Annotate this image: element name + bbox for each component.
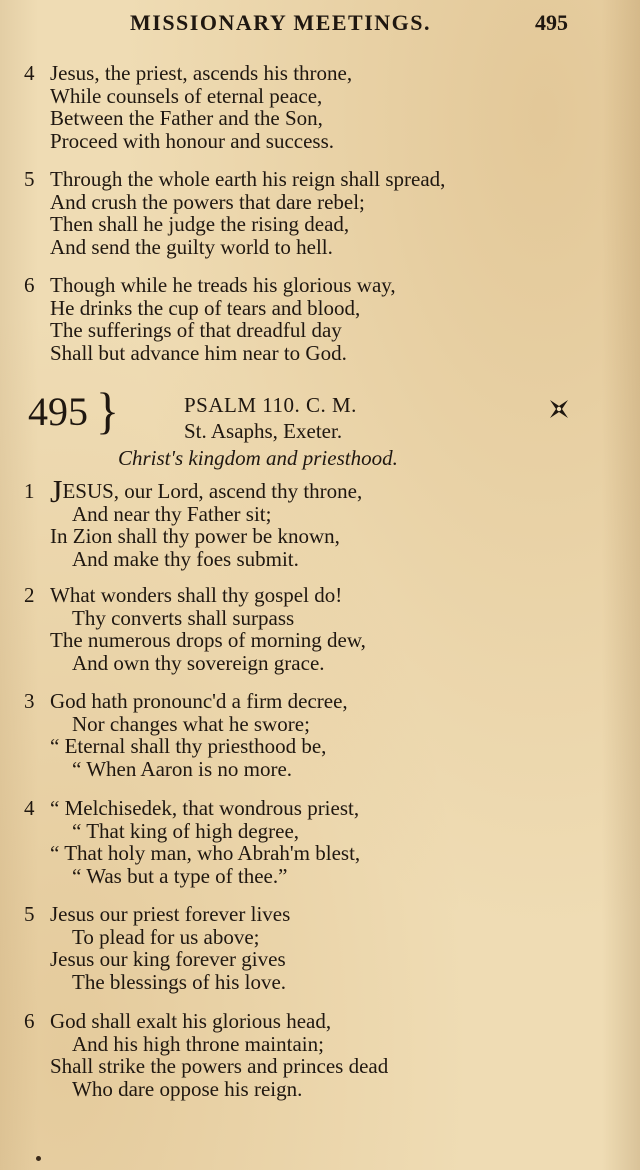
stanza-line: Thy converts shall surpass (72, 605, 295, 630)
stanza-number: 5 (24, 902, 35, 926)
stanza-line: Jesus, the priest, ascends his throne, (50, 61, 353, 85)
stanza-5 (24, 903, 584, 993)
stanza-line: ESUS, our Lord, ascend thy throne, (62, 479, 363, 503)
stanza-number: 4 (24, 796, 35, 820)
stanza-line: Though while he treads his glorious way, (50, 273, 396, 297)
stanza-line: Shall strike the powers and princes dead (50, 1054, 389, 1078)
hymn-title: PSALM 110. C. M. (184, 393, 357, 417)
previous-stanza-4 (24, 62, 584, 152)
stanza-line: What wonders shall thy gospel do! (50, 583, 343, 607)
hymn-tunes: St. Asaphs, Exeter. (184, 419, 343, 443)
stanza-line: “ Melchisedek, that wondrous priest, (50, 796, 360, 820)
brace: } (96, 383, 120, 440)
stanza-line: “ That holy man, who Abrah'm blest, (50, 841, 361, 865)
stanza-line: To plead for us above; (72, 924, 260, 949)
previous-stanza-5 (24, 168, 584, 258)
stanza-line: “ Was but a type of thee.” (72, 863, 288, 888)
stanza-3 (24, 690, 584, 780)
running-title: MISSIONARY MEETINGS. (130, 10, 432, 35)
stanza-line: Jesus our priest forever lives (50, 902, 291, 926)
stanza-line: Jesus our king forever gives (50, 947, 286, 971)
stanza-line: Between the Father and the Son, (50, 106, 323, 130)
drop-cap: J (50, 473, 63, 509)
stanza-line: And make thy foes submit. (72, 546, 299, 571)
stanza-number: 6 (24, 273, 35, 297)
stanza-line: And his high throne maintain; (72, 1031, 324, 1056)
ornament-icon (548, 398, 570, 420)
stanza-line: And own thy sovereign grace. (72, 650, 325, 675)
stanza-line: Who dare oppose his reign. (72, 1076, 303, 1101)
page-header (130, 10, 590, 44)
stanza-number: 2 (24, 583, 35, 607)
stanza-line: God hath pronounc'd a firm decree, (50, 689, 348, 713)
stanza-1 (24, 473, 584, 571)
hymn-subtitle: Christ's kingdom and priesthood. (118, 446, 398, 470)
stanza-line: “ That king of high degree, (72, 818, 300, 843)
stanza-line: Shall but advance him near to God. (50, 340, 347, 365)
stanza-2 (24, 584, 584, 674)
stanza-4 (24, 797, 584, 887)
hymn-number: 495 (28, 389, 88, 434)
stanza-line: Then shall he judge the rising dead, (50, 212, 350, 236)
stanza-number: 1 (24, 479, 35, 503)
stanza-line: He drinks the cup of tears and blood, (50, 295, 361, 320)
stanza-line: And crush the powers that dare rebel; (50, 189, 365, 214)
stanza-line: And near thy Father sit; (72, 501, 272, 526)
stanza-line: Nor changes what he swore; (72, 711, 310, 736)
stanza-line: “ When Aaron is no more. (72, 756, 293, 781)
ink-speck (36, 1156, 41, 1161)
stanza-line: The numerous drops of morning dew, (50, 628, 366, 652)
stanza-line: Proceed with honour and success. (50, 128, 335, 153)
stanza-number: 4 (24, 61, 35, 85)
stanza-line: In Zion shall thy power be known, (50, 524, 340, 548)
stanza-number: 6 (24, 1009, 35, 1033)
stanza-number: 5 (24, 167, 35, 191)
previous-stanza-6 (24, 274, 584, 364)
stanza-line: “ Eternal shall thy priesthood be, (50, 734, 327, 758)
stanza-6 (24, 1010, 584, 1100)
stanza-line: And send the guilty world to hell. (50, 234, 333, 259)
stanza-line: Through the whole earth his reign shall spread, (50, 167, 446, 191)
stanza-line: God shall exalt his glorious head, (50, 1009, 332, 1033)
stanza-number: 3 (24, 689, 35, 713)
stanza-line: The sufferings of that dreadful day (50, 318, 342, 342)
stanza-line: The blessings of his love. (72, 969, 287, 994)
page-number: 495 (535, 10, 568, 35)
stanza-line: While counsels of eternal peace, (50, 83, 323, 108)
